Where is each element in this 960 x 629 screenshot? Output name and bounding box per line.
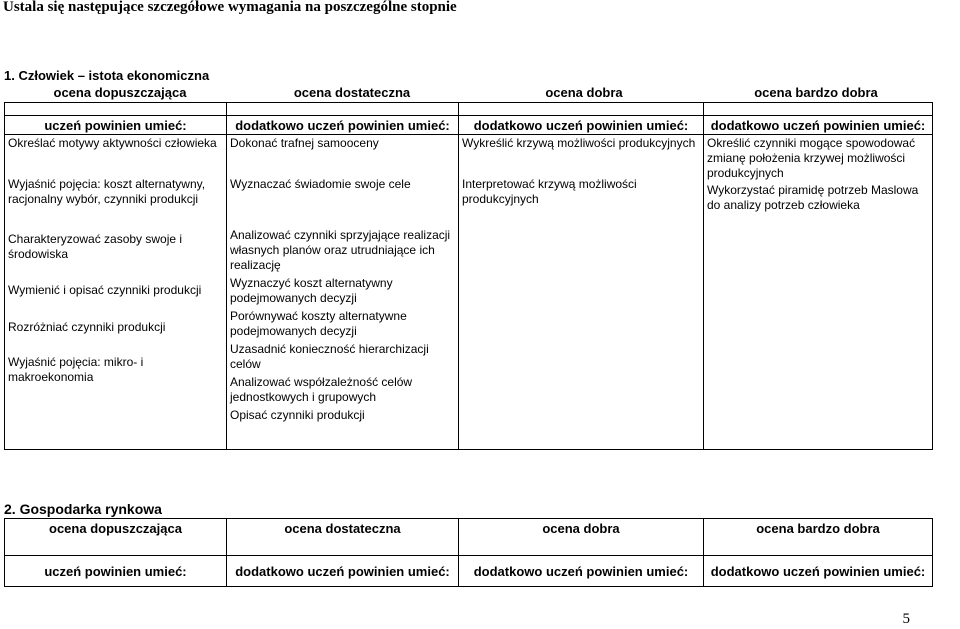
grade-label: ocena dobra [545, 85, 623, 100]
section-1-table [4, 102, 933, 450]
requirements-col-2 [227, 135, 459, 450]
requirement-item: Interpretować krzywą możliwości produkcyjnych [462, 177, 637, 206]
page-number: 5 [902, 611, 910, 627]
section-1-grade-row [4, 85, 932, 102]
requirement-item: Analizować czynniki sprzyjające realizacji własnych planów oraz utrudniające ich realizację [230, 228, 451, 272]
column-head-row [5, 556, 933, 587]
column-head: dodatkowo uczeń powinien umieć: [227, 556, 459, 587]
requirement-item: Określać motywy aktywności człowieka [8, 136, 217, 150]
grade-label: ocena dostateczna [284, 521, 401, 536]
column-head: dodatkowo uczeń powinien umieć: [459, 556, 704, 587]
spacer-row [5, 103, 933, 116]
column-head: dodatkowo uczeń powinien umieć: [704, 116, 933, 135]
grade-cell [459, 519, 704, 556]
requirement-item: Rozróżniać czynniki produkcji [8, 320, 166, 334]
requirement-item: Wyznaczyć koszt alternatywny podejmowanych decyzji [230, 276, 393, 305]
requirement-item: Porównywać koszty alternatywne podejmowanych decyzji [230, 309, 407, 338]
requirement-item: Wykreślić krzywą możliwości produkcyjnych [462, 136, 696, 150]
page-heading: Ustala się następujące szczegółowe wymagania na poszczególne stopnie [3, 0, 457, 15]
section-2-table [4, 518, 933, 587]
requirement-item: Uzasadnić konieczność hierarchizacji celów [230, 342, 429, 371]
grade-label: ocena dostateczna [293, 85, 411, 100]
requirement-item: Dokonać trafnej samooceny [230, 136, 379, 150]
requirement-item: Wyjaśnić pojęcia: mikro- i makroekonomia [8, 355, 144, 384]
grade-cell [704, 519, 933, 556]
requirement-item: Wyjaśnić pojęcia: koszt alternatywny, racjonalny wybór, czynniki produkcji [8, 177, 206, 206]
requirement-item: Wykorzystać piramidę potrzeb Maslowa do analizy potrzeb człowieka [707, 183, 919, 212]
requirement-item: Wyznaczać świadomie swoje cele [230, 177, 411, 191]
column-head: dodatkowo uczeń powinien umieć: [227, 116, 459, 135]
requirement-item: Określić czynniki mogące spowodować zmianę położenia krzywej możliwości produkcyjnych [707, 136, 916, 180]
column-head: dodatkowo uczeń powinien umieć: [704, 556, 933, 587]
requirements-col-1 [5, 135, 227, 450]
column-head: uczeń powinien umieć: [5, 556, 227, 587]
grade-label: ocena dopuszczająca [53, 85, 187, 100]
grade-label: ocena dobra [542, 521, 620, 536]
section-2-title: 2. Gospodarka rynkowa [4, 501, 162, 517]
grade-cell [227, 519, 459, 556]
column-head-row [5, 116, 933, 135]
grade-cell [5, 519, 227, 556]
requirements-col-3 [459, 135, 704, 450]
section-2 [4, 502, 932, 587]
grade-label: ocena bardzo dobra [754, 85, 878, 100]
requirement-item: Opisać czynniki produkcji [230, 408, 365, 422]
requirements-row [5, 135, 933, 450]
grade-row [5, 519, 933, 556]
section-1 [4, 68, 932, 450]
grade-label: ocena dopuszczająca [49, 521, 182, 536]
requirement-item: Analizować współzależność celów jednostkowych i grupowych [230, 375, 413, 404]
column-head: uczeń powinien umieć: [5, 116, 227, 135]
requirement-item: Charakteryzować zasoby swoje i środowiska [8, 232, 183, 261]
requirement-item: Wymienić i opisać czynniki produkcji [8, 283, 202, 297]
requirements-col-4 [704, 135, 933, 450]
grade-label: ocena bardzo dobra [756, 521, 880, 536]
column-head: dodatkowo uczeń powinien umieć: [459, 116, 704, 135]
section-1-title: 1. Człowiek – istota ekonomiczna [4, 68, 210, 83]
